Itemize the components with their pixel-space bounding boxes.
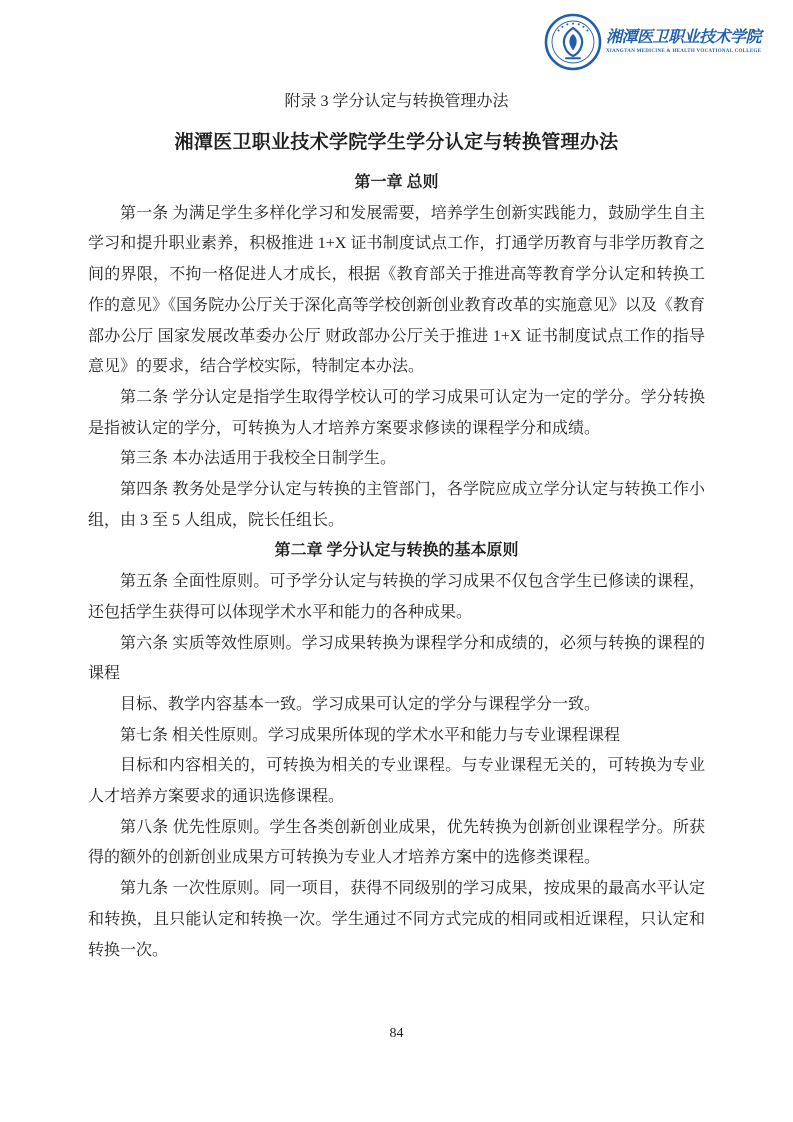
body-paragraph: 第七条 相关性原则。学习成果所体现的学术水平和能力与专业课程课程 — [120, 726, 621, 744]
body-paragraph: 第三条 本办法适用于我校全日制学生。 — [120, 450, 397, 468]
body-paragraph: 第四条 教务处是学分认定与转换的主管部门，各学院应成立学分认定与转换工作小组，由 3 至 5 人组成，院长任组长。 — [88, 481, 705, 529]
body-paragraph: 目标和内容相关的，可转换为相关的专业课程。与专业课程无关的，可转换为专业人才培养方案要求的通识选修课程。 — [88, 757, 705, 806]
college-emblem-icon — [544, 13, 602, 71]
body-paragraph: 第六条 实质等效性原则。学习成果转换为课程学分和成绩的，必须与转换的课程的课程 — [88, 634, 705, 683]
appendix-title: 附录 3 学分认定与转换管理办法 — [284, 93, 509, 110]
body-paragraph: 目标、教学内容基本一致。学习成果可认定的学分与课程学分一致。 — [120, 695, 601, 713]
college-name-chinese: 湘潭医卫职业技术学院 — [606, 29, 762, 46]
chapter-heading: 第一章 总则 — [354, 174, 439, 191]
document-main-title: 湘潭医卫职业技术学院学生学分认定与转换管理办法 — [174, 132, 619, 153]
body-paragraph: 第五条 全面性原则。可予学分认定与转换的学习成果不仅包含学生已修读的课程，还包括学生获得可以体现学术水平和能力的各种成果。 — [88, 573, 705, 621]
document-body — [88, 168, 705, 966]
college-logo-text — [606, 13, 761, 55]
college-name-english: XIANGTAN MEDICINE & HEALTH VOCATIONAL COLLEGE — [606, 49, 762, 54]
body-paragraph: 第一条 为满足学生多样化学习和发展需要，培养学生创新实践能力，鼓励学生自主学习和提升职业素养，积极推进 1+X 证书制度试点工作，打通学历教育与非学历教育之间的界限，不拘一格促进人才成长，根据《教育部关于推进高等教育学分认定和转换工作的意见》《国务院办公厅关于深化高等学校创新创业教育改革的实施意见》以及《教育部办公厅 国家发展改革委办公厅 财政部办公厅关于推进 1+X 证书制度试点工作的指导意见》的要求，结合学校实际，特制定本办法。 — [88, 204, 705, 376]
body-paragraph: 第八条 优先性原则。学生各类创新创业成果，优先转换为创新创业课程学分。所获得的额外的创新创业成果方可转换为专业人才培养方案中的选修类课程。 — [88, 818, 705, 867]
body-paragraph: 第二条 学分认定是指学生取得学校认可的学习成果可认定为一定的学分。学分转换是指被认定的学分，可转换为人才培养方案要求修读的课程学分和成绩。 — [88, 388, 705, 437]
college-logo — [544, 13, 761, 71]
chapter-heading: 第二章 学分认定与转换的基本原则 — [274, 542, 519, 560]
page-number: 84 — [389, 1026, 404, 1041]
body-paragraph: 第九条 一次性原则。同一项目，获得不同级别的学习成果，按成果的最高水平认定和转换，且只能认定和转换一次。学生通过不同方式完成的相同或相近课程，只认定和转换一次。 — [88, 880, 705, 959]
